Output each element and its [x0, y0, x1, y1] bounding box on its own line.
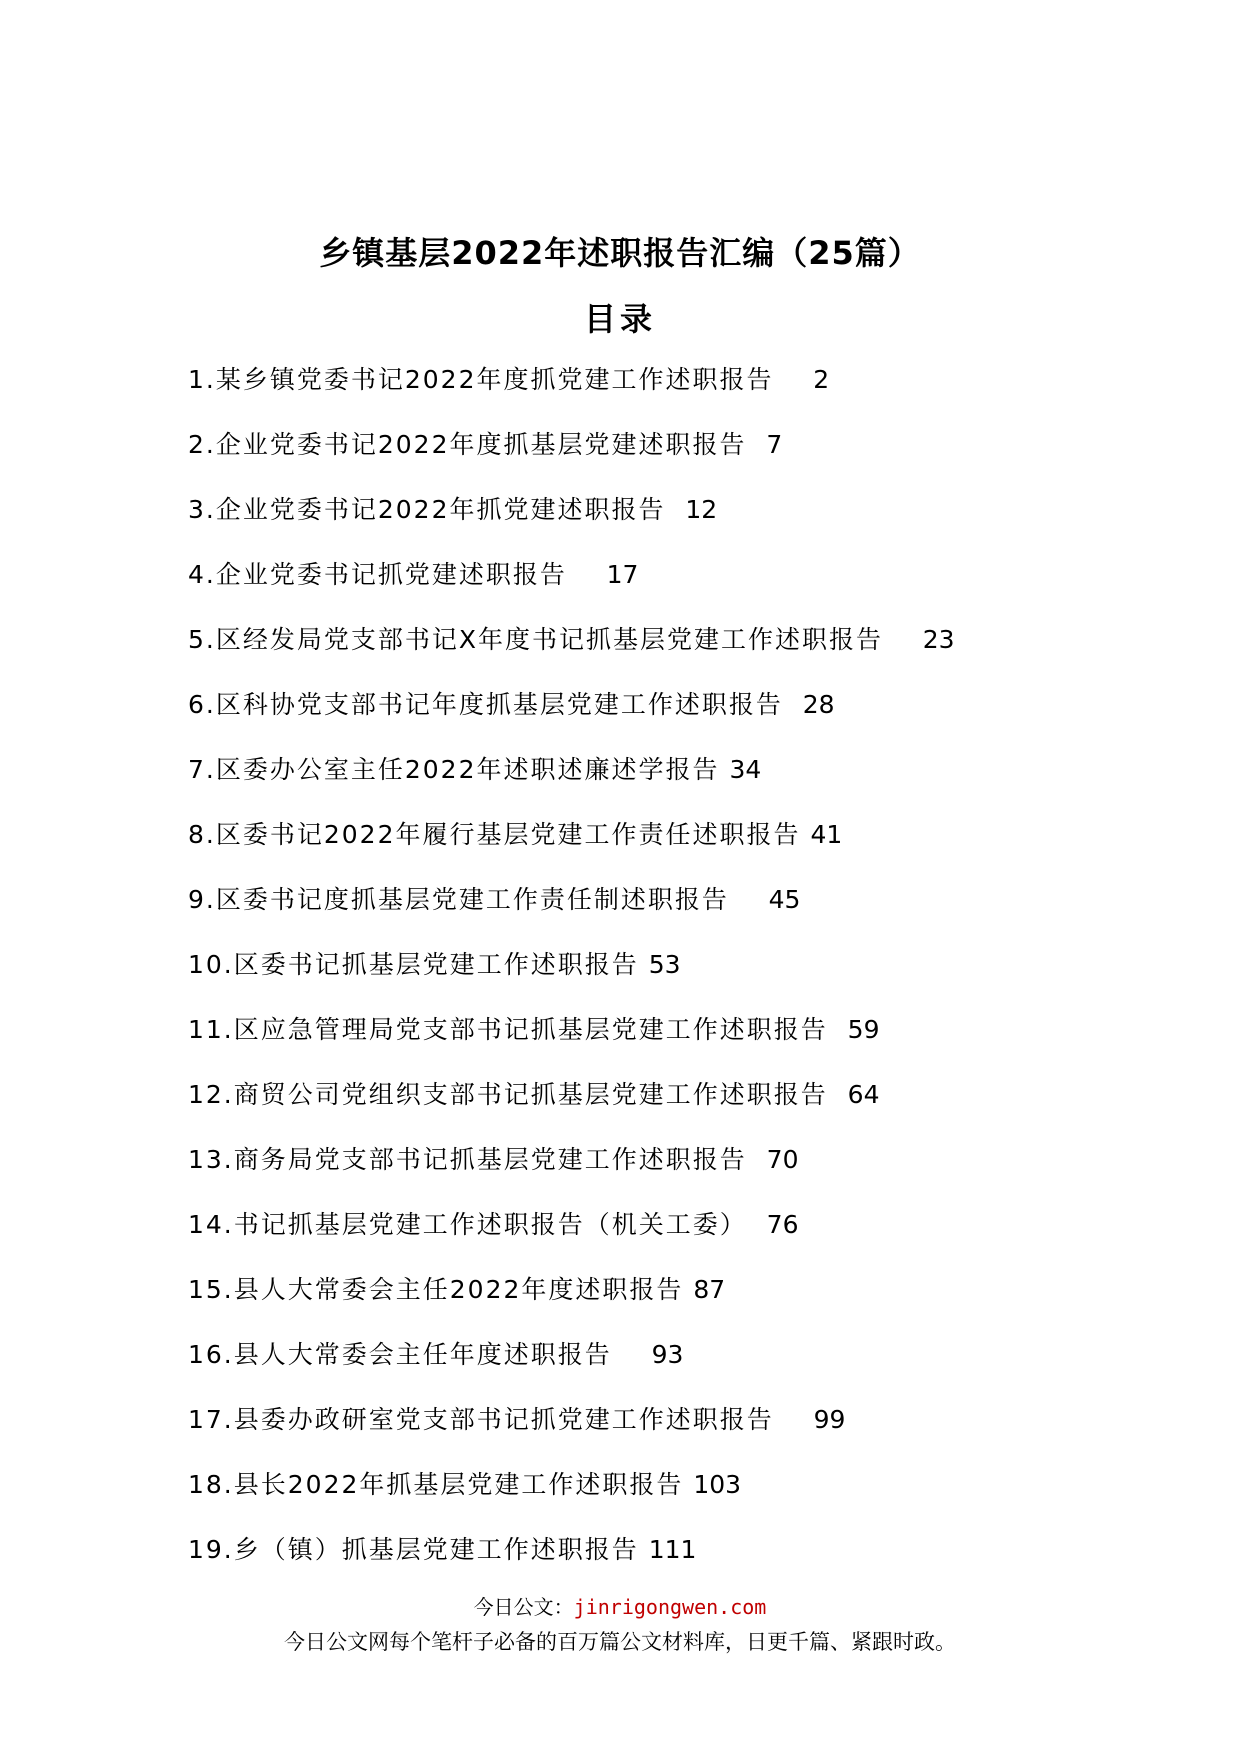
toc-item[interactable]: [188, 1400, 1068, 1465]
footer-slogan: 今日公文网每个笔杆子必备的百万篇公文材料库，日更千篇、紧跟时政。: [284, 1630, 956, 1654]
toc-item-title: 5.区经发局党支部书记X年度书记抓基层党建工作述职报告: [188, 625, 883, 654]
toc-item-gap: [567, 560, 607, 589]
toc-item-title: 1.某乡镇党委书记2022年度抓党建工作述职报告: [188, 365, 774, 394]
toc-item-gap: [683, 1275, 693, 1304]
toc-item-page-number: 87: [693, 1275, 726, 1304]
footer-site-label: 今日公文：: [473, 1595, 574, 1619]
toc-item[interactable]: [188, 880, 1068, 945]
toc-item[interactable]: [188, 815, 1068, 880]
toc-item-title: 17.县委办政研室党支部书记抓党建工作述职报告: [188, 1405, 774, 1434]
toc-item-gap: [683, 1470, 693, 1499]
toc-item[interactable]: [188, 685, 1068, 750]
toc-item-title: 15.县人大常委会主任2022年度述职报告: [188, 1275, 684, 1304]
toc-item[interactable]: [188, 490, 1068, 555]
toc-item-page-number: 41: [810, 820, 843, 849]
toc-heading: 目录: [583, 300, 656, 338]
toc-item-title: 12.商贸公司党组织支部书记抓基层党建工作述职报告: [188, 1080, 828, 1109]
toc-item-title: 18.县长2022年抓基层党建工作述职报告: [188, 1470, 684, 1499]
toc-item[interactable]: [188, 1010, 1068, 1075]
toc-item-gap: [783, 690, 803, 719]
toc-item[interactable]: [188, 750, 1068, 815]
toc-item-gap: [800, 820, 810, 849]
toc-item-title: 8.区委书记2022年履行基层党建工作责任述职报告: [188, 820, 801, 849]
toc-item-title: 9.区委书记度抓基层党建工作责任制述职报告: [188, 885, 729, 914]
footer-site-url[interactable]: jinrigongwen.com: [573, 1595, 767, 1619]
toc-item[interactable]: [188, 1270, 1068, 1335]
toc-item-page-number: 12: [685, 495, 718, 524]
toc-item-title: 7.区委办公室主任2022年述职述廉述学报告: [188, 755, 720, 784]
toc-item-gap: [828, 1015, 848, 1044]
toc-item-title: 11.区应急管理局党支部书记抓基层党建工作述职报告: [188, 1015, 828, 1044]
toc-item[interactable]: [188, 360, 1068, 425]
toc-item-gap: [612, 1340, 652, 1369]
toc-item[interactable]: [188, 555, 1068, 620]
toc-item-gap: [828, 1080, 848, 1109]
toc-item-title: 13.商务局党支部书记抓基层党建工作述职报告: [188, 1145, 747, 1174]
footer-site-line: [0, 1591, 1240, 1620]
toc-item[interactable]: [188, 945, 1068, 1010]
toc-item[interactable]: [188, 620, 1068, 685]
toc-item-title: 2.企业党委书记2022年度抓基层党建述职报告: [188, 430, 747, 459]
toc-item[interactable]: [188, 1530, 1068, 1595]
toc-item-gap: [774, 1405, 814, 1434]
toc-item[interactable]: [188, 1335, 1068, 1400]
toc-item-page-number: 23: [922, 625, 955, 654]
toc-item-gap: [747, 1210, 767, 1239]
toc-item-page-number: 59: [847, 1015, 880, 1044]
toc-item-gap: [746, 430, 766, 459]
toc-item-page-number: 64: [847, 1080, 880, 1109]
toc-item-page-number: 53: [648, 950, 681, 979]
toc-item[interactable]: [188, 1140, 1068, 1205]
toc-item[interactable]: [188, 425, 1068, 490]
toc-item[interactable]: [188, 1075, 1068, 1140]
toc-item-gap: [747, 1145, 767, 1174]
toc-item-page-number: 111: [648, 1535, 697, 1564]
toc-item-title: 3.企业党委书记2022年抓党建述职报告: [188, 495, 666, 524]
toc-item-title: 19.乡（镇）抓基层党建工作述职报告: [188, 1535, 639, 1564]
toc-item-gap: [773, 365, 813, 394]
table-of-contents: [188, 360, 1068, 1595]
toc-item-title: 10.区委书记抓基层党建工作述职报告: [188, 950, 639, 979]
toc-item-title: 6.区科协党支部书记年度抓基层党建工作述职报告: [188, 690, 783, 719]
toc-item-page-number: 7: [766, 430, 783, 459]
toc-item-page-number: 76: [766, 1210, 799, 1239]
toc-item-gap: [639, 1535, 649, 1564]
toc-item-gap: [719, 755, 729, 784]
toc-item[interactable]: [188, 1205, 1068, 1270]
toc-item-title: 4.企业党委书记抓党建述职报告: [188, 560, 567, 589]
toc-item-gap: [639, 950, 649, 979]
toc-item-page-number: 70: [766, 1145, 799, 1174]
toc-item-page-number: 17: [606, 560, 639, 589]
toc-item-page-number: 103: [693, 1470, 742, 1499]
toc-item-page-number: 2: [813, 365, 830, 394]
toc-item-gap: [665, 495, 685, 524]
toc-item-title: 16.县人大常委会主任年度述职报告: [188, 1340, 612, 1369]
toc-item-page-number: 28: [802, 690, 835, 719]
toc-item-gap: [883, 625, 923, 654]
document-title: 乡镇基层2022年述职报告汇编（25篇）: [319, 234, 921, 272]
toc-item-page-number: 45: [768, 885, 801, 914]
toc-item[interactable]: [188, 1465, 1068, 1530]
toc-item-page-number: 34: [729, 755, 762, 784]
toc-item-page-number: 99: [813, 1405, 846, 1434]
toc-item-title: 14.书记抓基层党建工作述职报告（机关工委）: [188, 1210, 747, 1239]
toc-item-gap: [729, 885, 769, 914]
toc-item-page-number: 93: [651, 1340, 684, 1369]
